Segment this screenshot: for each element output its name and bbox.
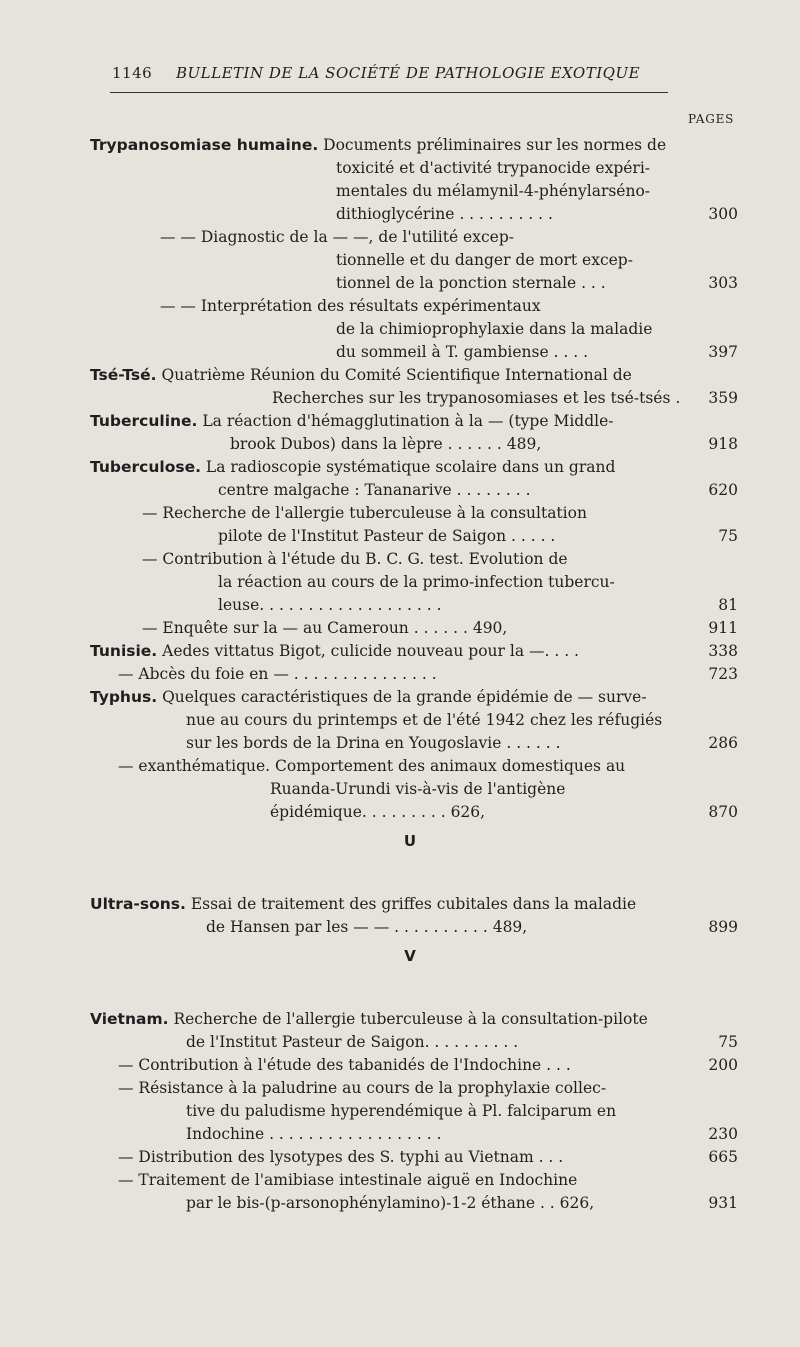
index-line <box>0 1192 800 1215</box>
index-description: Recherche de l'allergie tuberculeuse à la consultation-pilote <box>173 1010 648 1028</box>
index-line <box>0 571 800 594</box>
index-entry-text <box>90 640 579 663</box>
index-entry-text <box>186 732 561 755</box>
index-line <box>0 272 800 295</box>
index-description: Quatrième Réunion du Comité Scientifique International de <box>161 366 632 384</box>
index-entry-text <box>186 1123 442 1146</box>
index-entry-text <box>186 1100 616 1123</box>
index-description: pilote de l'Institut Pasteur de Saigon . . . . . <box>218 527 556 545</box>
index-description: — Résistance à la paludrine au cours de la prophylaxie collec- <box>118 1079 607 1097</box>
index-entry-text <box>90 1008 648 1031</box>
index-entry-text <box>270 801 485 824</box>
page-reference: 723 <box>708 665 738 683</box>
index-line <box>0 1146 800 1169</box>
page-reference: 620 <box>708 481 738 499</box>
index-description: Ruanda-Urundi vis-à-vis de l'antigène <box>270 780 566 798</box>
index-entry-text <box>272 387 680 410</box>
index-entry-text <box>118 663 437 686</box>
index-entry-text <box>160 226 514 249</box>
index-entry-text <box>218 594 442 617</box>
index-heading: Ultra-sons. <box>90 895 186 913</box>
index-entry-text <box>186 709 662 732</box>
page-reference: 338 <box>708 642 738 660</box>
page-reference: 899 <box>708 918 738 936</box>
index-entry-text <box>218 571 615 594</box>
index-description: du sommeil à T. gambiense . . . . <box>336 343 589 361</box>
index-description: de Hansen par les — — . . . . . . . . . . 489, <box>206 918 528 936</box>
index-description: — Enquête sur la — au Cameroun . . . . . . 490, <box>142 619 508 637</box>
index-entry-text <box>336 249 633 272</box>
page-number: 1146 <box>112 64 153 82</box>
index-entry-text <box>218 525 555 548</box>
index-entry-text <box>186 1192 594 1215</box>
pages-column-label: PAGES <box>688 112 735 126</box>
index-line <box>0 341 800 364</box>
index-description: tionnelle et du danger de mort excep- <box>336 251 633 269</box>
index-entry-text <box>90 134 666 157</box>
index-line <box>0 502 800 525</box>
index-description: — Contribution à l'étude du B. C. G. test. Evolution de <box>142 550 568 568</box>
index-entry-text <box>336 341 588 364</box>
index-line <box>0 249 800 272</box>
index-entry-text <box>118 1054 571 1077</box>
index-description: épidémique. . . . . . . . . 626, <box>270 803 486 821</box>
index-line <box>0 364 800 387</box>
index-heading: Tunisie. <box>90 642 158 660</box>
index-entry-text <box>90 686 647 709</box>
index-entry-text <box>90 456 615 479</box>
index-description: Essai de traitement des griffes cubitales dans la maladie <box>190 895 637 913</box>
index-heading: Tuberculose. <box>90 458 201 476</box>
index-line <box>0 1031 800 1054</box>
index-line <box>0 801 800 824</box>
index-description: par le bis-(p-arsonophénylamino)-1-2 éthane . . 626, <box>186 1194 595 1212</box>
index-line <box>0 295 800 318</box>
page-reference: 397 <box>708 343 738 361</box>
page-reference: 918 <box>708 435 738 453</box>
index-line <box>0 226 800 249</box>
index-heading: Tuberculine. <box>90 412 198 430</box>
index-description: toxicité et d'activité trypanocide expéri- <box>336 159 651 177</box>
page-reference: 870 <box>708 803 738 821</box>
page-reference: 230 <box>708 1125 738 1143</box>
index-entry-text <box>142 502 587 525</box>
index-entry-text <box>230 433 541 456</box>
index-line <box>0 410 800 433</box>
index-line <box>0 134 800 157</box>
index-description: Indochine . . . . . . . . . . . . . . . . . . <box>186 1125 442 1143</box>
index-description: Aedes vittatus Bigot, culicide nouveau pour la —. . . . <box>162 642 579 660</box>
index-line <box>0 525 800 548</box>
index-entry-text <box>206 916 527 939</box>
index-line <box>0 594 800 617</box>
index-line <box>0 640 800 663</box>
index-line <box>0 1077 800 1100</box>
index-entry-text <box>336 318 652 341</box>
index-description: mentales du mélamynil-4-phénylarséno- <box>336 182 651 200</box>
index-line <box>0 617 800 640</box>
index-heading: Tsé-Tsé. <box>90 366 157 384</box>
index-entry-text <box>142 617 507 640</box>
index-description: Documents préliminaires sur les normes de <box>323 136 667 154</box>
index-line <box>0 755 800 778</box>
index-description: Quelques caractéristiques de la grande épidémie de — surve- <box>162 688 647 706</box>
index-entry-text <box>118 1169 577 1192</box>
index-description: sur les bords de la Drina en Yougoslavie . . . . . . <box>186 734 561 752</box>
section-letter: V <box>404 947 416 965</box>
index-line <box>0 1054 800 1077</box>
running-header <box>110 64 670 86</box>
index-entry-text <box>336 180 650 203</box>
page-reference: 931 <box>708 1194 738 1212</box>
page-reference: 200 <box>708 1056 738 1074</box>
index-description: leuse. . . . . . . . . . . . . . . . . . . <box>218 596 442 614</box>
index-description: — Distribution des lysotypes des S. typhi au Vietnam . . . <box>118 1148 564 1166</box>
page-reference: 75 <box>718 1033 738 1051</box>
index-heading: Typhus. <box>90 688 158 706</box>
index-line <box>0 1169 800 1192</box>
index-line <box>0 387 800 410</box>
page-reference: 75 <box>718 527 738 545</box>
index-entry-text <box>336 272 606 295</box>
index-description: brook Dubos) dans la lèpre . . . . . . 489, <box>230 435 542 453</box>
index-description: — — Diagnostic de la — —, de l'utilité excep- <box>160 228 514 246</box>
index-description: nue au cours du printemps et de l'été 1942 chez les réfugiés <box>186 711 663 729</box>
index-line <box>0 893 800 916</box>
index-line <box>0 1008 800 1031</box>
index-description: tionnel de la ponction sternale . . . <box>336 274 606 292</box>
index-entry-text <box>336 203 553 226</box>
page-reference: 665 <box>708 1148 738 1166</box>
index-line <box>0 456 800 479</box>
index-line <box>0 686 800 709</box>
index-description: La radioscopie systématique scolaire dans un grand <box>205 458 616 476</box>
index-description: — Abcès du foie en — . . . . . . . . . . . . . . . <box>118 665 437 683</box>
index-line <box>0 663 800 686</box>
journal-title: BULLETIN DE LA SOCIÉTÉ DE PATHOLOGIE EXOTIQUE <box>176 64 641 82</box>
index-line <box>0 157 800 180</box>
index-description: — — Interprétation des résultats expérimentaux <box>160 297 541 315</box>
index-line <box>0 1100 800 1123</box>
index-description: Recherches sur les trypanosomiases et les tsé-tsés . <box>272 389 681 407</box>
index-heading: Vietnam. <box>90 1010 169 1028</box>
page-reference: 303 <box>708 274 738 292</box>
index-entry-text <box>160 295 541 318</box>
index-description: de l'Institut Pasteur de Saigon. . . . . . . . . . <box>186 1033 519 1051</box>
index-entry-text <box>90 893 636 916</box>
index-description: la réaction au cours de la primo-infection tubercu- <box>218 573 615 591</box>
index-entry-text <box>142 548 568 571</box>
index-description: de la chimioprophylaxie dans la maladie <box>336 320 653 338</box>
index-description: dithioglycérine . . . . . . . . . . <box>336 205 553 223</box>
index-line <box>0 778 800 801</box>
index-entry-text <box>90 410 614 433</box>
page-reference: 286 <box>708 734 738 752</box>
index-entry-text <box>336 157 650 180</box>
index-description: — Traitement de l'amibiase intestinale aiguë en Indochine <box>118 1171 578 1189</box>
index-description: tive du paludisme hyperendémique à Pl. falciparum en <box>186 1102 617 1120</box>
index-line <box>0 732 800 755</box>
header-rule <box>110 92 668 93</box>
index-line <box>0 433 800 456</box>
index-entry-text <box>186 1031 518 1054</box>
index-entry-text <box>270 778 565 801</box>
page-reference: 911 <box>708 619 738 637</box>
index-entry-text <box>218 479 531 502</box>
index-heading: Trypanosomiase humaine. <box>90 136 319 154</box>
section-letter: U <box>403 832 417 850</box>
index-description: La réaction d'hémagglutination à la — (type Middle- <box>202 412 614 430</box>
index-line <box>0 548 800 571</box>
index-description: — exanthématique. Comportement des animaux domestiques au <box>118 757 626 775</box>
index-description: centre malgache : Tananarive . . . . . . . . <box>218 481 531 499</box>
index-line <box>0 203 800 226</box>
index-entry-text <box>118 1077 606 1100</box>
index-description: — Contribution à l'étude des tabanidés de l'Indochine . . . <box>118 1056 571 1074</box>
page-reference: 81 <box>718 596 738 614</box>
index-description: — Recherche de l'allergie tuberculeuse à la consultation <box>142 504 587 522</box>
page-reference: 300 <box>708 205 738 223</box>
index-line <box>0 479 800 502</box>
index-line <box>0 1123 800 1146</box>
page-reference: 359 <box>708 389 738 407</box>
index-entry-text <box>90 364 632 387</box>
index-line <box>0 318 800 341</box>
index-entry-text <box>118 1146 563 1169</box>
index-line <box>0 180 800 203</box>
index-line <box>0 916 800 939</box>
index-entry-text <box>118 755 625 778</box>
index-line <box>0 709 800 732</box>
